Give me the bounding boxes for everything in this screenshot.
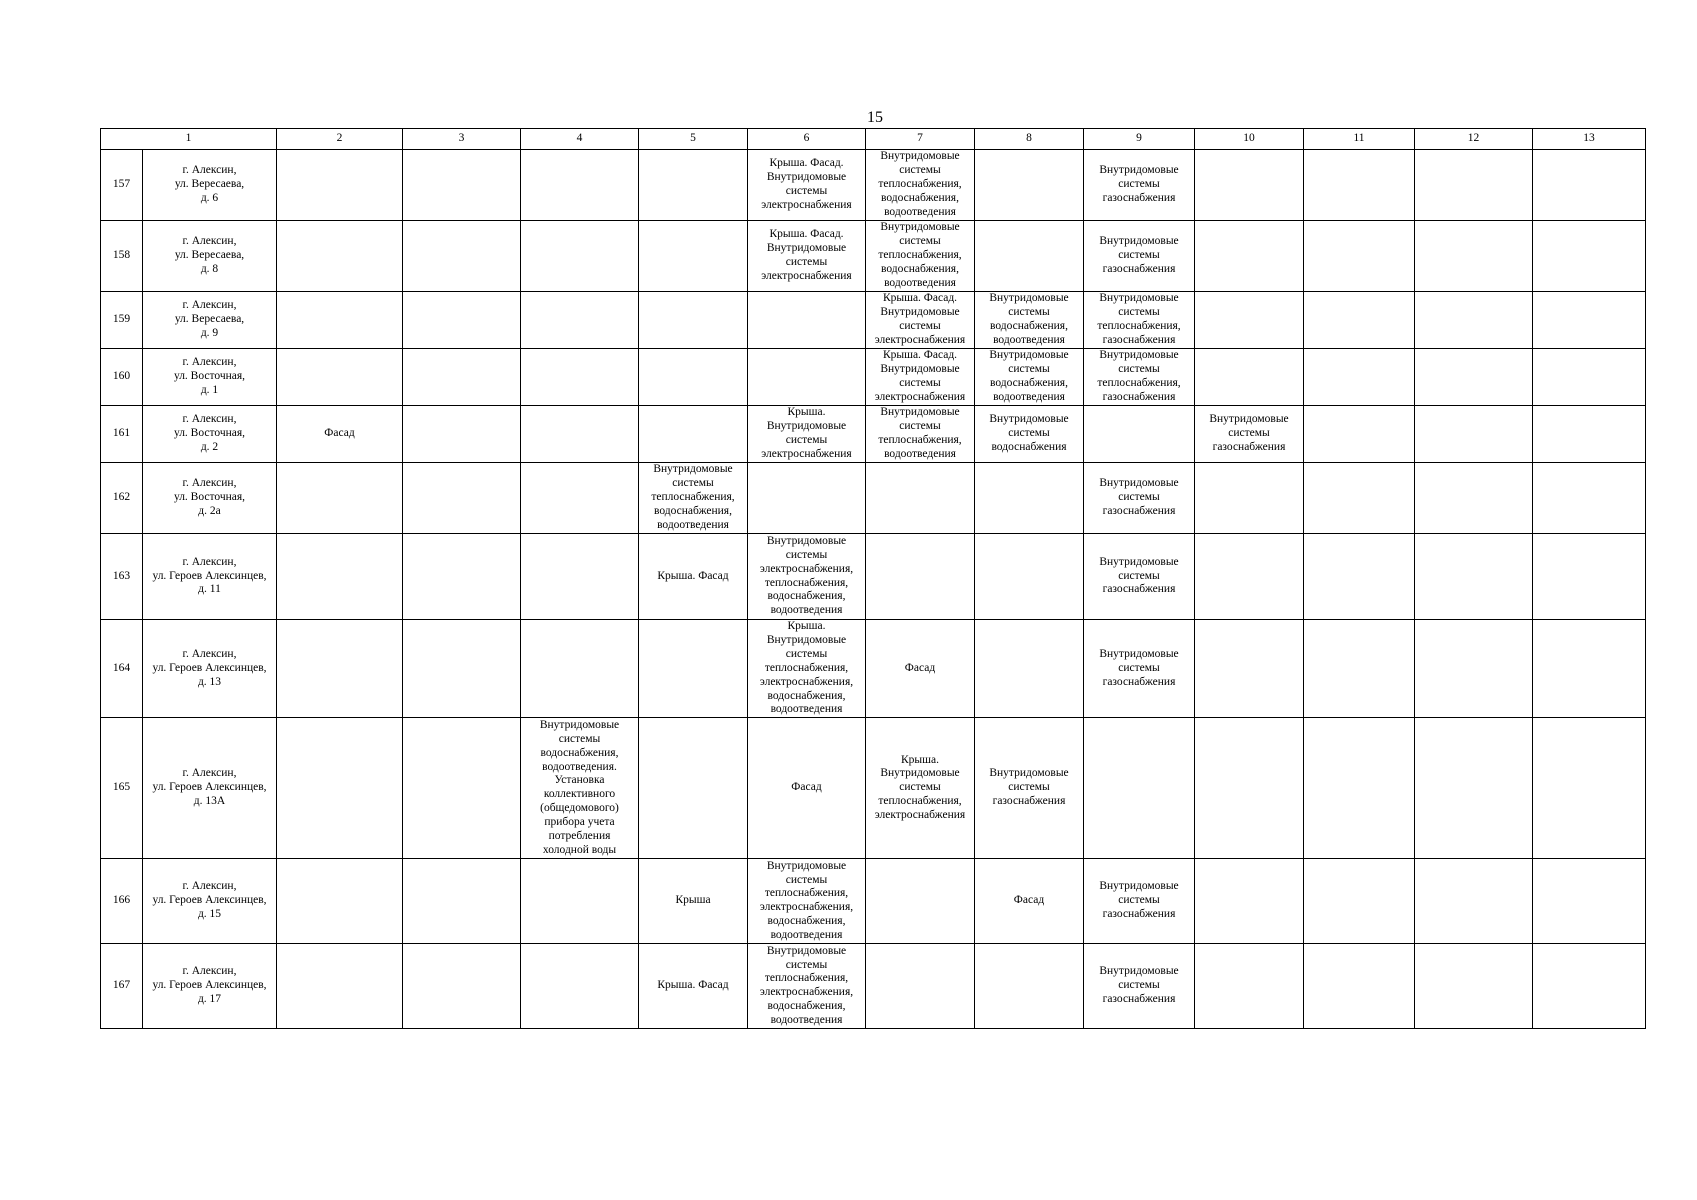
- work-cell-col-8: [975, 534, 1084, 620]
- work-cell-col-8: Внутридомовые системы водоснабжения: [975, 406, 1084, 463]
- work-cell-col-7: [866, 463, 975, 534]
- work-cell-col-7: [866, 944, 975, 1029]
- work-cell-col-5: [639, 150, 748, 221]
- work-cell-col-11: [1304, 718, 1415, 859]
- address-cell: г. Алексин, ул. Героев Алексинцев, д. 17: [143, 944, 277, 1029]
- work-cell-col-11: [1304, 944, 1415, 1029]
- work-cell-col-6: Крыша. Внутридомовые системы электроснабжения: [748, 406, 866, 463]
- work-cell-col-9: Внутридомовые системы газоснабжения: [1084, 534, 1195, 620]
- work-cell-col-7: [866, 534, 975, 620]
- work-cell-col-2: [277, 859, 403, 944]
- work-cell-col-10: [1195, 221, 1304, 292]
- work-cell-col-12: [1415, 944, 1533, 1029]
- work-cell-col-9: Внутридомовые системы газоснабжения: [1084, 150, 1195, 221]
- work-cell-col-12: [1415, 221, 1533, 292]
- work-cell-col-4: [521, 944, 639, 1029]
- work-cell-col-12: [1415, 292, 1533, 349]
- column-header: 10: [1195, 129, 1304, 150]
- work-cell-col-2: [277, 292, 403, 349]
- table-row: [101, 944, 1646, 1029]
- work-cell-col-7: Внутридомовые системы теплоснабжения, водоотведения: [866, 406, 975, 463]
- work-cell-col-3: [403, 221, 521, 292]
- work-cell-col-13: [1533, 718, 1646, 859]
- work-cell-col-3: [403, 463, 521, 534]
- work-cell-col-9: Внутридомовые системы газоснабжения: [1084, 944, 1195, 1029]
- work-cell-col-8: [975, 944, 1084, 1029]
- work-cell-col-9: [1084, 718, 1195, 859]
- column-header: 11: [1304, 129, 1415, 150]
- table-row: [101, 221, 1646, 292]
- work-cell-col-6: Фасад: [748, 718, 866, 859]
- address-cell: г. Алексин, ул. Восточная, д. 2а: [143, 463, 277, 534]
- column-header: 3: [403, 129, 521, 150]
- work-cell-col-13: [1533, 349, 1646, 406]
- work-cell-col-7: [866, 859, 975, 944]
- row-number: 167: [101, 944, 143, 1029]
- page-number: 15: [867, 109, 883, 126]
- address-cell: г. Алексин, ул. Вересаева, д. 8: [143, 221, 277, 292]
- work-cell-col-13: [1533, 406, 1646, 463]
- work-cell-col-8: Внутридомовые системы водоснабжения, водоотведения: [975, 292, 1084, 349]
- work-cell-col-2: Фасад: [277, 406, 403, 463]
- row-number: 163: [101, 534, 143, 620]
- work-cell-col-12: [1415, 620, 1533, 718]
- work-cell-col-8: Внутридомовые системы газоснабжения: [975, 718, 1084, 859]
- address-cell: г. Алексин, ул. Героев Алексинцев, д. 13: [143, 620, 277, 718]
- work-cell-col-10: [1195, 944, 1304, 1029]
- column-header: 12: [1415, 129, 1533, 150]
- work-cell-col-10: [1195, 859, 1304, 944]
- work-cell-col-4: [521, 349, 639, 406]
- work-cell-col-12: [1415, 349, 1533, 406]
- row-number: 164: [101, 620, 143, 718]
- work-cell-col-4: [521, 150, 639, 221]
- table-row: [101, 859, 1646, 944]
- work-cell-col-13: [1533, 534, 1646, 620]
- work-cell-col-10: [1195, 718, 1304, 859]
- work-cell-col-8: [975, 620, 1084, 718]
- work-cell-col-5: [639, 406, 748, 463]
- column-header: 1: [101, 129, 277, 150]
- work-cell-col-11: [1304, 221, 1415, 292]
- work-cell-col-5: Крыша. Фасад: [639, 944, 748, 1029]
- work-cell-col-9: Внутридомовые системы теплоснабжения, газоснабжения: [1084, 292, 1195, 349]
- work-cell-col-6: Внутридомовые системы теплоснабжения, электроснабжения, водоснабжения, водоотведения: [748, 944, 866, 1029]
- work-cell-col-4: [521, 406, 639, 463]
- work-cell-col-7: Крыша. Фасад. Внутридомовые системы электроснабжения: [866, 349, 975, 406]
- work-cell-col-2: [277, 620, 403, 718]
- row-number: 162: [101, 463, 143, 534]
- work-cell-col-6: [748, 349, 866, 406]
- work-cell-col-13: [1533, 463, 1646, 534]
- column-header: 13: [1533, 129, 1646, 150]
- work-cell-col-5: [639, 349, 748, 406]
- row-number: 166: [101, 859, 143, 944]
- table-row: [101, 718, 1646, 859]
- table-row: [101, 534, 1646, 620]
- work-cell-col-6: Крыша. Фасад. Внутридомовые системы электроснабжения: [748, 150, 866, 221]
- work-cell-col-4: [521, 292, 639, 349]
- work-cell-col-5: Крыша. Фасад: [639, 534, 748, 620]
- work-cell-col-13: [1533, 944, 1646, 1029]
- work-cell-col-11: [1304, 463, 1415, 534]
- repair-schedule-table: [100, 128, 1646, 1029]
- work-cell-col-4: [521, 620, 639, 718]
- work-cell-col-9: Внутридомовые системы газоснабжения: [1084, 221, 1195, 292]
- work-cell-col-3: [403, 859, 521, 944]
- work-cell-col-13: [1533, 292, 1646, 349]
- work-cell-col-10: [1195, 349, 1304, 406]
- address-cell: г. Алексин, ул. Героев Алексинцев, д. 15: [143, 859, 277, 944]
- work-cell-col-2: [277, 944, 403, 1029]
- work-cell-col-3: [403, 718, 521, 859]
- column-header: 2: [277, 129, 403, 150]
- table-row: [101, 463, 1646, 534]
- work-cell-col-5: [639, 718, 748, 859]
- work-cell-col-13: [1533, 221, 1646, 292]
- work-cell-col-10: [1195, 150, 1304, 221]
- work-cell-col-3: [403, 349, 521, 406]
- work-cell-col-5: [639, 292, 748, 349]
- work-cell-col-5: Внутридомовые системы теплоснабжения, водоснабжения, водоотведения: [639, 463, 748, 534]
- work-cell-col-6: [748, 463, 866, 534]
- work-cell-col-12: [1415, 463, 1533, 534]
- column-header: 9: [1084, 129, 1195, 150]
- work-cell-col-11: [1304, 534, 1415, 620]
- work-cell-col-3: [403, 292, 521, 349]
- work-cell-col-11: [1304, 859, 1415, 944]
- work-cell-col-8: [975, 463, 1084, 534]
- work-cell-col-8: Фасад: [975, 859, 1084, 944]
- work-cell-col-8: Внутридомовые системы водоснабжения, водоотведения: [975, 349, 1084, 406]
- work-cell-col-2: [277, 150, 403, 221]
- address-cell: г. Алексин, ул. Героев Алексинцев, д. 13А: [143, 718, 277, 859]
- work-cell-col-7: Внутридомовые системы теплоснабжения, водоснабжения, водоотведения: [866, 221, 975, 292]
- work-cell-col-10: [1195, 534, 1304, 620]
- column-header: 4: [521, 129, 639, 150]
- work-cell-col-6: Крыша. Фасад. Внутридомовые системы электроснабжения: [748, 221, 866, 292]
- work-cell-col-11: [1304, 292, 1415, 349]
- work-cell-col-9: [1084, 406, 1195, 463]
- work-cell-col-9: Внутридомовые системы газоснабжения: [1084, 859, 1195, 944]
- work-cell-col-8: [975, 150, 1084, 221]
- work-cell-col-7: Крыша. Фасад. Внутридомовые системы электроснабжения: [866, 292, 975, 349]
- work-cell-col-2: [277, 718, 403, 859]
- work-cell-col-3: [403, 944, 521, 1029]
- work-cell-col-11: [1304, 620, 1415, 718]
- work-cell-col-6: Внутридомовые системы теплоснабжения, электроснабжения, водоснабжения, водоотведения: [748, 859, 866, 944]
- work-cell-col-8: [975, 221, 1084, 292]
- column-header: 8: [975, 129, 1084, 150]
- row-number: 159: [101, 292, 143, 349]
- work-cell-col-5: Крыша: [639, 859, 748, 944]
- work-cell-col-4: Внутридомовые системы водоснабжения, водоотведения. Установка коллективного (общедомового) прибора учета потребления холодной воды: [521, 718, 639, 859]
- table-row: [101, 349, 1646, 406]
- column-header: 7: [866, 129, 975, 150]
- row-number: 157: [101, 150, 143, 221]
- work-cell-col-2: [277, 221, 403, 292]
- work-cell-col-12: [1415, 150, 1533, 221]
- work-cell-col-12: [1415, 406, 1533, 463]
- work-cell-col-10: [1195, 620, 1304, 718]
- work-cell-col-9: Внутридомовые системы газоснабжения: [1084, 620, 1195, 718]
- work-cell-col-6: [748, 292, 866, 349]
- work-cell-col-9: Внутридомовые системы теплоснабжения, газоснабжения: [1084, 349, 1195, 406]
- work-cell-col-7: Внутридомовые системы теплоснабжения, водоснабжения, водоотведения: [866, 150, 975, 221]
- work-cell-col-13: [1533, 150, 1646, 221]
- address-cell: г. Алексин, ул. Вересаева, д. 9: [143, 292, 277, 349]
- address-cell: г. Алексин, ул. Восточная, д. 1: [143, 349, 277, 406]
- table-row: [101, 292, 1646, 349]
- work-cell-col-12: [1415, 534, 1533, 620]
- address-cell: г. Алексин, ул. Героев Алексинцев, д. 11: [143, 534, 277, 620]
- work-cell-col-3: [403, 534, 521, 620]
- work-cell-col-10: [1195, 463, 1304, 534]
- work-cell-col-4: [521, 534, 639, 620]
- column-header: 6: [748, 129, 866, 150]
- row-number: 158: [101, 221, 143, 292]
- work-cell-col-3: [403, 406, 521, 463]
- work-cell-col-13: [1533, 859, 1646, 944]
- work-cell-col-11: [1304, 349, 1415, 406]
- header-row: [101, 129, 1646, 150]
- table-row: [101, 620, 1646, 718]
- work-cell-col-12: [1415, 859, 1533, 944]
- work-cell-col-5: [639, 620, 748, 718]
- row-number: 160: [101, 349, 143, 406]
- work-cell-col-2: [277, 463, 403, 534]
- address-cell: г. Алексин, ул. Вересаева, д. 6: [143, 150, 277, 221]
- work-cell-col-2: [277, 534, 403, 620]
- work-cell-col-6: Крыша. Внутридомовые системы теплоснабжения, электроснабжения, водоснабжения, водоотведения: [748, 620, 866, 718]
- work-cell-col-4: [521, 221, 639, 292]
- work-cell-col-9: Внутридомовые системы газоснабжения: [1084, 463, 1195, 534]
- work-cell-col-6: Внутридомовые системы электроснабжения, теплоснабжения, водоснабжения, водоотведения: [748, 534, 866, 620]
- work-cell-col-3: [403, 620, 521, 718]
- work-cell-col-4: [521, 859, 639, 944]
- work-cell-col-4: [521, 463, 639, 534]
- work-cell-col-10: [1195, 292, 1304, 349]
- column-header: 5: [639, 129, 748, 150]
- work-cell-col-7: Крыша. Внутридомовые системы теплоснабжения, электроснабжения: [866, 718, 975, 859]
- address-cell: г. Алексин, ул. Восточная, д. 2: [143, 406, 277, 463]
- table-row: [101, 150, 1646, 221]
- row-number: 161: [101, 406, 143, 463]
- work-cell-col-13: [1533, 620, 1646, 718]
- work-cell-col-12: [1415, 718, 1533, 859]
- work-cell-col-10: Внутридомовые системы газоснабжения: [1195, 406, 1304, 463]
- work-cell-col-5: [639, 221, 748, 292]
- row-number: 165: [101, 718, 143, 859]
- work-cell-col-2: [277, 349, 403, 406]
- work-cell-col-11: [1304, 406, 1415, 463]
- table-row: [101, 406, 1646, 463]
- work-cell-col-7: Фасад: [866, 620, 975, 718]
- work-cell-col-11: [1304, 150, 1415, 221]
- work-cell-col-3: [403, 150, 521, 221]
